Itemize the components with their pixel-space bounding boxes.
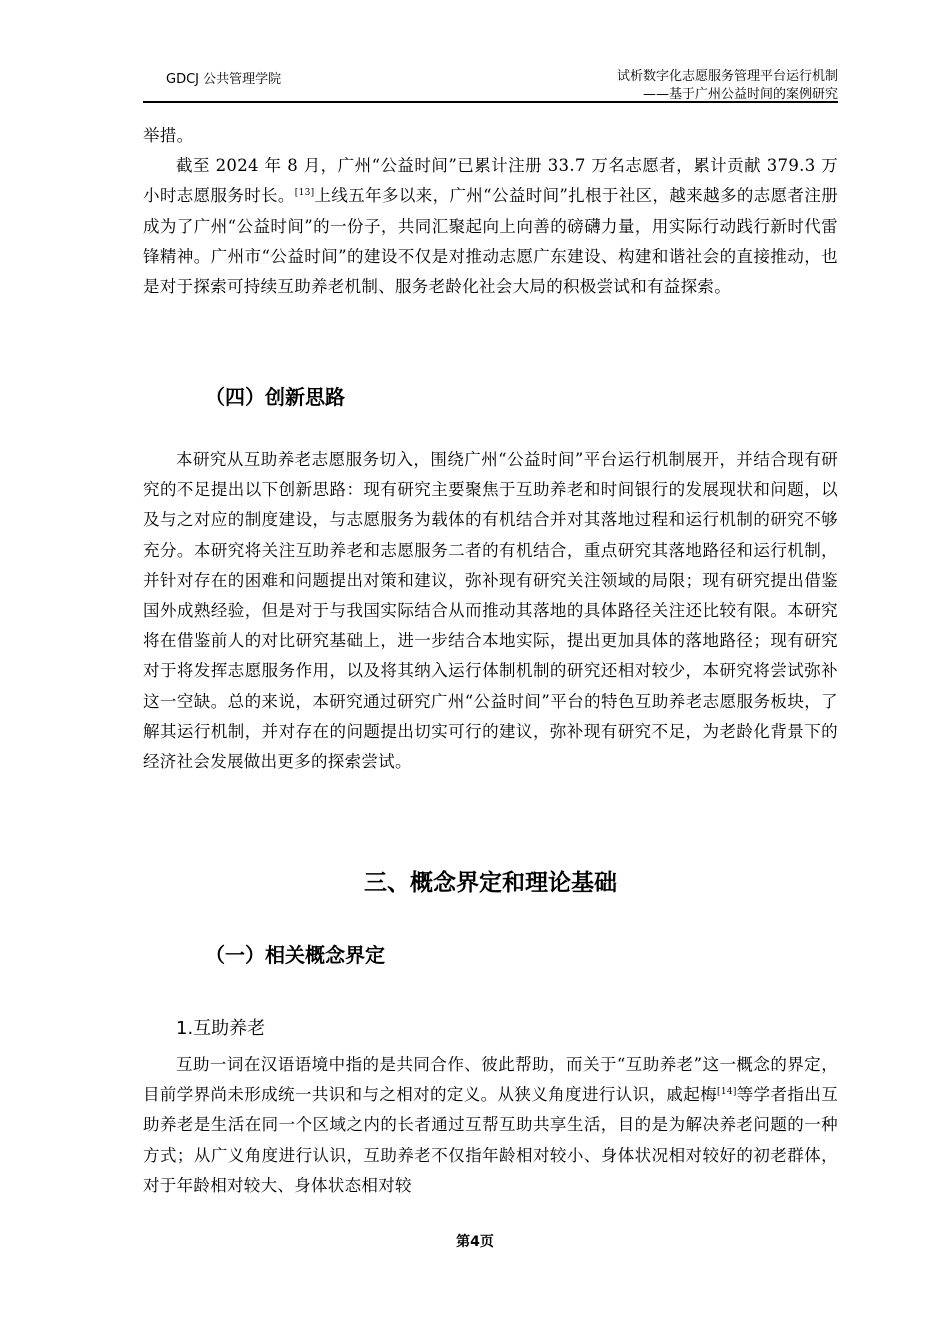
header-rule (143, 101, 838, 103)
paragraph-continuation: 举措。 (143, 126, 194, 145)
body-block-1 (143, 121, 838, 302)
paragraph-innovation: 本研究从互助养老志愿服务切入，围绕广州“公益时间”平台运行机制展开，并结合现有研究的不足提出以下创新思路：现有研究主要聚焦于互助养老和时间银行的发展现状和问题，以及与之对应的制度建设，与志愿服务为载体的有机结合并对其落地过程和运行机制的研究不够充分。本研究将关注互助养老和志愿服务二者的有机结合，重点研究其落地路径和运行机制，并针对存在的困难和问题提出对策和建议，弥补现有研究关注领域的局限；现有研究提出借鉴国外成熟经验，但是对于与我国实际结合从而推动其落地的具体路径关注还比较有限。本研究将在借鉴前人的对比研究基础上，进一步结合本地实际，提出更加具体的落地路径；现有研究对于将发挥志愿服务作用，以及将其纳入运行体制机制的研究还相对较少，本研究将尝试弥补这一空缺。总的来说，本研究通过研究广州“公益时间”平台的特色互助养老志愿服务板块，了解其运行机制，并对存在的问题提出切实可行的建议，弥补现有研究不足，为老龄化背景下的经济社会发展做出更多的探索尝试。 (143, 450, 838, 772)
heading-innovation: （四）创新思路 (205, 385, 345, 409)
paragraph-stats: 截至 2024 年 8 月，广州“公益时间”已累计注册 33.7 万名志愿者，累计贡献 379.3 万小时志愿服务时长。[13]上线五年多以来，广州“公益时间”扎根于社区，越来越多的志愿者注册成为了广州“公益时间”的一份子，共同汇聚起向上向善的磅礴力量，用实际行动践行新时代雷锋精神。广州市“公益时间”的建设不仅是对推动志愿广东建设、构建和谐社会的直接推动，也是对于探索可持续互助养老机制、服务老龄化社会大局的积极尝试和有益探索。 (143, 156, 838, 297)
header-left: GDCJ 公共管理学院 (166, 72, 282, 87)
body-block-3 (143, 1050, 838, 1201)
paragraph-mutual-aid: 互助一词在汉语语境中指的是共同合作、彼此帮助，而关于“互助养老”这一概念的界定，目前学界尚未形成统一共识和与之相对的定义。从狭义角度进行认识，戚起梅[14]等学者指出互助养老是生活在同一个区域之内的长者通过互帮互助共享生活，目的是为解决养老问题的一种方式；从广义角度进行认识，互助养老不仅指年龄相对较小、身体状况相对较好的初老群体，对于年龄相对较大、身体状态相对较 (143, 1055, 838, 1195)
header-right (617, 68, 838, 104)
citation-14: [14] (717, 1087, 737, 1098)
header-title: 试析数字化志愿服务管理平台运行机制 (616, 69, 838, 84)
heading-concepts: （一）相关概念界定 (205, 943, 385, 967)
body-block-2 (143, 445, 838, 777)
section-heading-3: 三、概念界定和理论基础 (364, 870, 617, 896)
citation-13: [13] (294, 188, 315, 199)
page-number: 第4页 (456, 1234, 494, 1250)
header-subtitle: ——基于广州公益时间的案例研究 (642, 87, 838, 102)
heading-mutual-aid: 1.互助养老 (176, 1018, 266, 1039)
